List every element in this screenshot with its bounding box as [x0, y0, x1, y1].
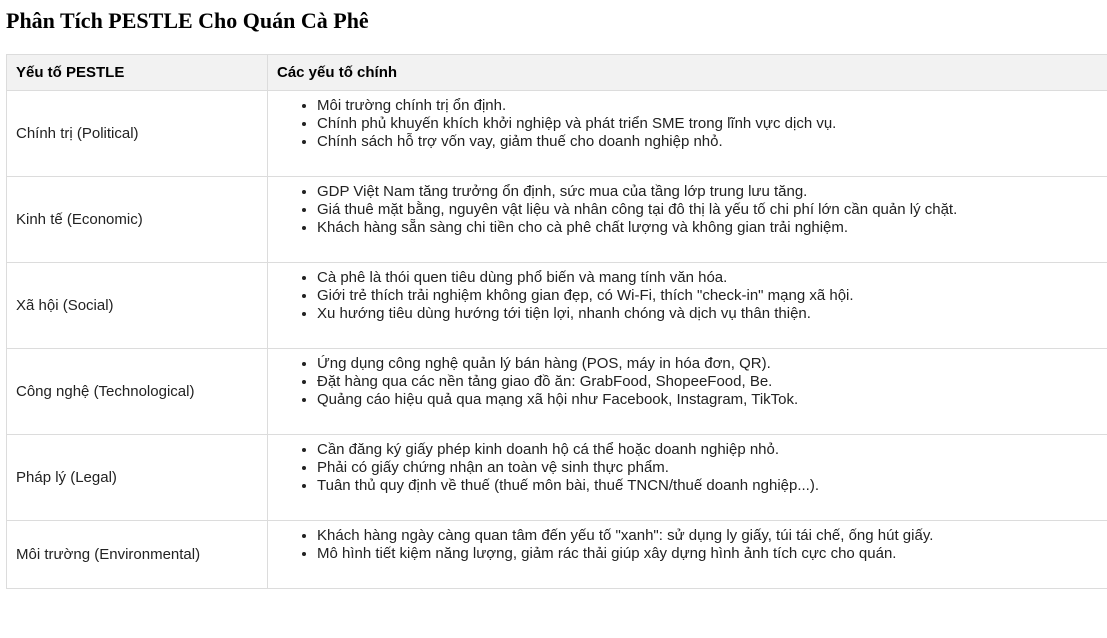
points-list [277, 527, 1098, 563]
factor-cell: Pháp lý (Legal) [7, 435, 268, 521]
table-row-political [7, 91, 1107, 177]
factor-cell: Công nghệ (Technological) [7, 349, 268, 435]
list-item: • Xu hướng tiêu dùng hướng tới tiện lợi, nhanh chóng và dịch vụ thân thiện. [317, 305, 1098, 323]
table-row-technological [7, 349, 1107, 435]
points-cell [268, 435, 1107, 521]
points-cell [268, 177, 1107, 263]
factor-cell: Chính trị (Political) [7, 91, 268, 177]
pestle-table [6, 54, 1107, 589]
list-item: • Chính phủ khuyến khích khởi nghiệp và phát triển SME trong lĩnh vực dịch vụ. [317, 115, 1098, 133]
list-item: • Quảng cáo hiệu quả qua mạng xã hội như Facebook, Instagram, TikTok. [317, 391, 1098, 409]
points-list [277, 441, 1098, 495]
factor-cell: Môi trường (Environmental) [7, 521, 268, 589]
list-item: • Cần đăng ký giấy phép kinh doanh hộ cá thể hoặc doanh nghiệp nhỏ. [317, 441, 1098, 459]
list-item: • Cà phê là thói quen tiêu dùng phổ biến và mang tính văn hóa. [317, 269, 1098, 287]
list-item: • Đặt hàng qua các nền tảng giao đồ ăn: GrabFood, ShopeeFood, Be. [317, 373, 1098, 391]
header-key-points: Các yếu tố chính [268, 55, 1107, 91]
table-row-economic [7, 177, 1107, 263]
header-factor: Yếu tố PESTLE [7, 55, 268, 91]
table-row-legal [7, 435, 1107, 521]
points-cell [268, 521, 1107, 589]
table-header-row [7, 55, 1107, 91]
factor-cell: Kinh tế (Economic) [7, 177, 268, 263]
points-list [277, 97, 1098, 151]
list-item: • Giới trẻ thích trải nghiệm không gian đẹp, có Wi-Fi, thích "check-in" mạng xã hội. [317, 287, 1098, 305]
list-item: • Khách hàng sẵn sàng chi tiền cho cà phê chất lượng và không gian trải nghiệm. [317, 219, 1098, 237]
table-row-social [7, 263, 1107, 349]
points-list [277, 183, 1098, 237]
list-item: • Giá thuê mặt bằng, nguyên vật liệu và nhân công tại đô thị là yếu tố chi phí lớn cần quản lý chặt. [317, 201, 1098, 219]
list-item: • Tuân thủ quy định về thuế (thuế môn bài, thuế TNCN/thuế doanh nghiệp...). [317, 477, 1098, 495]
points-list [277, 355, 1098, 409]
list-item: • Môi trường chính trị ổn định. [317, 97, 1098, 115]
points-cell [268, 263, 1107, 349]
factor-cell: Xã hội (Social) [7, 263, 268, 349]
points-cell [268, 91, 1107, 177]
points-list [277, 269, 1098, 323]
list-item: • GDP Việt Nam tăng trưởng ổn định, sức mua của tầng lớp trung lưu tăng. [317, 183, 1098, 201]
table-row-environmental [7, 521, 1107, 589]
page-title: Phân Tích PESTLE Cho Quán Cà Phê [6, 8, 369, 33]
list-item: • Ứng dụng công nghệ quản lý bán hàng (POS, máy in hóa đơn, QR). [317, 355, 1098, 373]
points-cell [268, 349, 1107, 435]
list-item: • Phải có giấy chứng nhận an toàn vệ sinh thực phẩm. [317, 459, 1098, 477]
list-item: • Khách hàng ngày càng quan tâm đến yếu tố "xanh": sử dụng ly giấy, túi tái chế, ống hút giấy. [317, 527, 1098, 545]
list-item: • Mô hình tiết kiệm năng lượng, giảm rác thải giúp xây dựng hình ảnh tích cực cho quán. [317, 545, 1098, 563]
list-item: • Chính sách hỗ trợ vốn vay, giảm thuế cho doanh nghiệp nhỏ. [317, 133, 1098, 151]
